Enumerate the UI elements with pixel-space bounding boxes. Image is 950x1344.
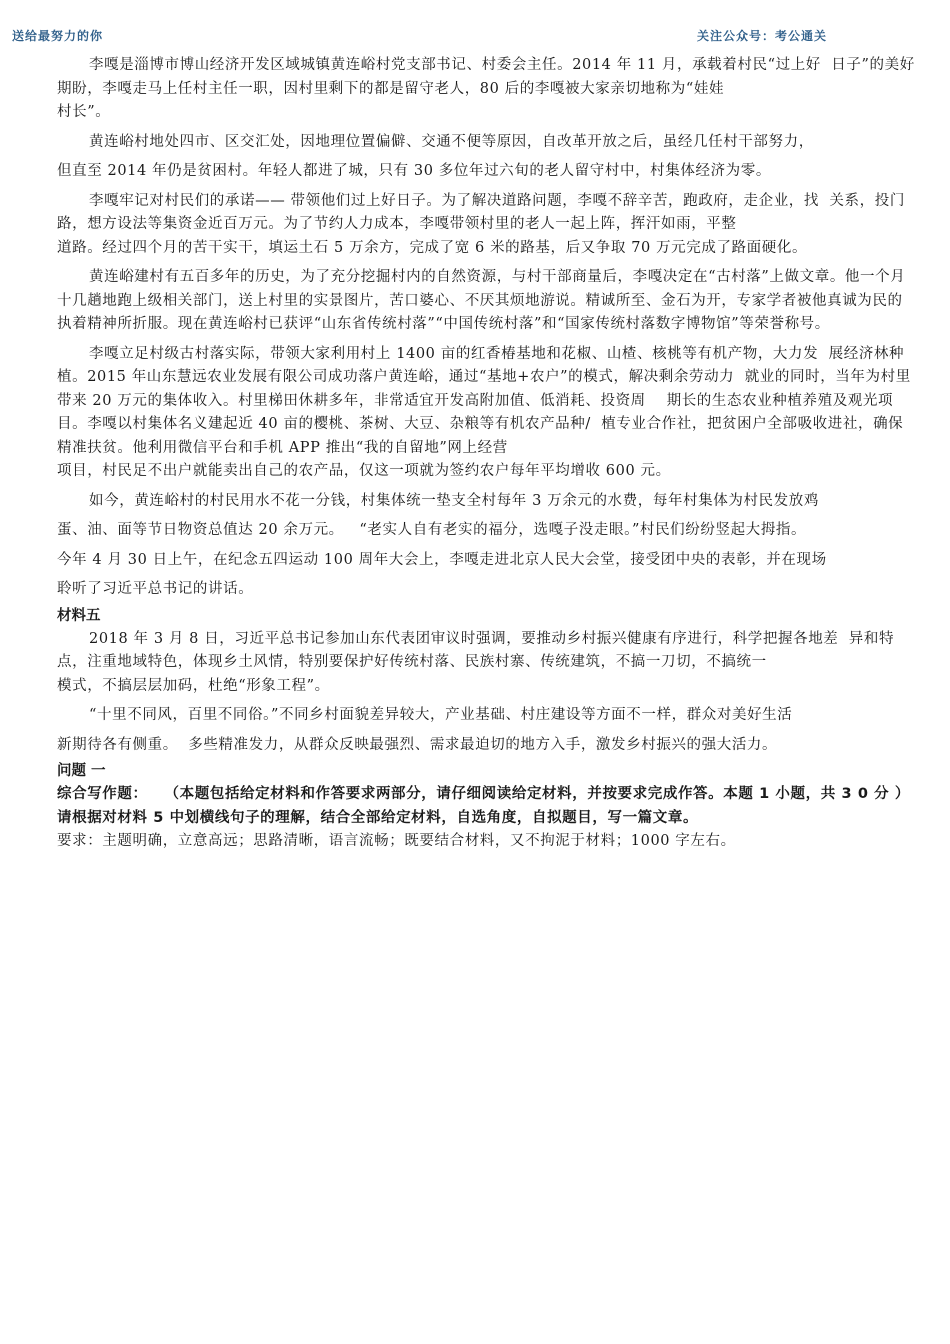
paragraph: 道路。经过四个月的苦干实干，填运土石 5 万余方，完成了宽 6 米的路基，后又争取 70 万元完成了路面硬化。 — [57, 239, 808, 256]
paragraph: “十里不同风，百里不同俗。”不同乡村面貌差异较大，产业基础、村庄建设等方面不一样，群众对美好生活 — [89, 707, 793, 723]
paragraph: 模式，不搞层层加码，杜绝“形象工程”。 — [57, 677, 330, 694]
paragraph: 今年 4 月 30 日上午，在纪念五四运动 100 周年大会上，李嘎走进北京人民大会堂，接受团中央的表彰，并在现场 — [57, 551, 827, 568]
question-heading: 问题 一 — [57, 763, 106, 779]
document-body — [57, 54, 915, 854]
paragraph: 黄连峪建村有五百多年的历史，为了充分挖掘村内的自然资源，与村干部商量后，李嘎决定在“古村落”上做文章。他一个月十几趟地跑上级相关部门，送上村里的实景图片，苦口婆心、不厌其烦地游说。精诚所至、金石为开，专家学者被他真诚为民的执着精神所折服。现在黄连峪村已获评“山东省传统村落”“中国传统村落”和“国家传统村落数字博物馆”等荣誉称号。 — [57, 269, 906, 332]
paragraph: 2018 年 3 月 8 日，习近平总书记参加山东代表团审议时强调，要推动乡村振兴健康有序进行，科学把握各地差 异和特点，注重地域特色，体现乡土风情，特别要保护好传统村落、民族村寨、传统建筑，不搞一刀切，不搞统一 — [57, 630, 895, 670]
paragraph: 蛋、油、面等节日物资总值达 20 余万元。 “老实人自有老实的福分，选嘎子没走眼。”村民们纷纷竖起大拇指。 — [57, 522, 807, 538]
header-right-account: 关注公众号：考公通关 — [697, 29, 828, 43]
paragraph: 李嘎牢记对村民们的承诺—— 带领他们过上好日子。为了解决道路问题，李嘎不辞辛苦，跑政府，走企业，找 关系，投门路，想方设法等集资金近百万元。为了节约人力成本，李嘎带领村里的老人一起上阵，挥汗如雨，平整 — [57, 192, 905, 232]
paragraph: 但直至 2014 年仍是贫困村。年轻人都进了城，只有 30 多位年过六旬的老人留守村中，村集体经济为零。 — [57, 163, 771, 179]
question-title-text: （本题包括给定材料和作答要求两部分，请仔细阅读给定材料，并按要求完成作答。本题 1 小题，共 3 0 分 ） — [147, 786, 911, 802]
paragraph: 李嘎是淄博市博山经济开发区域城镇黄连峪村党支部书记、村委会主任。2014 年 11 月，承载着村民“过上好 日子”的美好期盼，李嘎走马上任村主任一职，因村里剩下的都是留守老人，80 后的李嘎被大家亲切地称为“娃娃 — [57, 57, 915, 97]
question-title — [57, 783, 915, 807]
question-title-label: 综合写作题： — [57, 786, 148, 802]
question-requirements: 要求：主题明确，立意高远；思路清晰，语言流畅；既要结合材料，又不拘泥于材料；1000 字左右。 — [57, 833, 736, 849]
paragraph: 村长”。 — [57, 104, 111, 120]
paragraph: 项目，村民足不出户就能卖出自己的农产品，仅这一项就为签约农户每年平均增收 600 元。 — [57, 463, 671, 479]
header-left-tagline: 送给最努力的你 — [12, 29, 104, 43]
paragraph: 黄连峪村地处四市、区交汇处，因地理位置偏僻、交通不便等原因，自改革开放之后，虽经几任村干部努力， — [89, 133, 814, 150]
question-instruction: 请根据对材料 5 中划横线句子的理解，结合全部给定材料，自选角度，自拟题目，写一篇文章。 — [57, 809, 699, 826]
material5-heading: 材料五 — [57, 607, 101, 624]
paragraph: 李嘎立足村级古村落实际，带领大家利用村上 1400 亩的红香椿基地和花椒、山楂、核桃等有机产物，大力发 展经济林种植。2015 年山东慧远农业发展有限公司成功落户黄连峪，通过“基地+农户”的模式，解决剩余劳动力 就业的同时，当年为村里带来 20 万元的集体收入。村里梯田休耕多年，非常适宜开发高附加值、低消耗、投资周 期长的生态农业种植养殖及观光项目。李嘎以村集体名义建起近 40 亩的樱桃、茶树、大豆、杂粮等有机农产品种/ 植专业合作社，把贫困户全部吸收进社，确保精准扶贫。他利用微信平台和手机 APP 推出“我的自留地”网上经营 — [57, 345, 911, 456]
paragraph: 新期待各有侧重。 多些精准发力，从群众反映最强烈、需求最迫切的地方入手，激发乡村振兴的强大活力。 — [57, 736, 778, 753]
paragraph: 如今，黄连峪村的村民用水不花一分钱，村集体统一垫支全村每年 3 万余元的水费，每年村集体为村民发放鸡 — [89, 492, 819, 509]
paragraph: 聆听了习近平总书记的讲话。 — [57, 581, 254, 597]
